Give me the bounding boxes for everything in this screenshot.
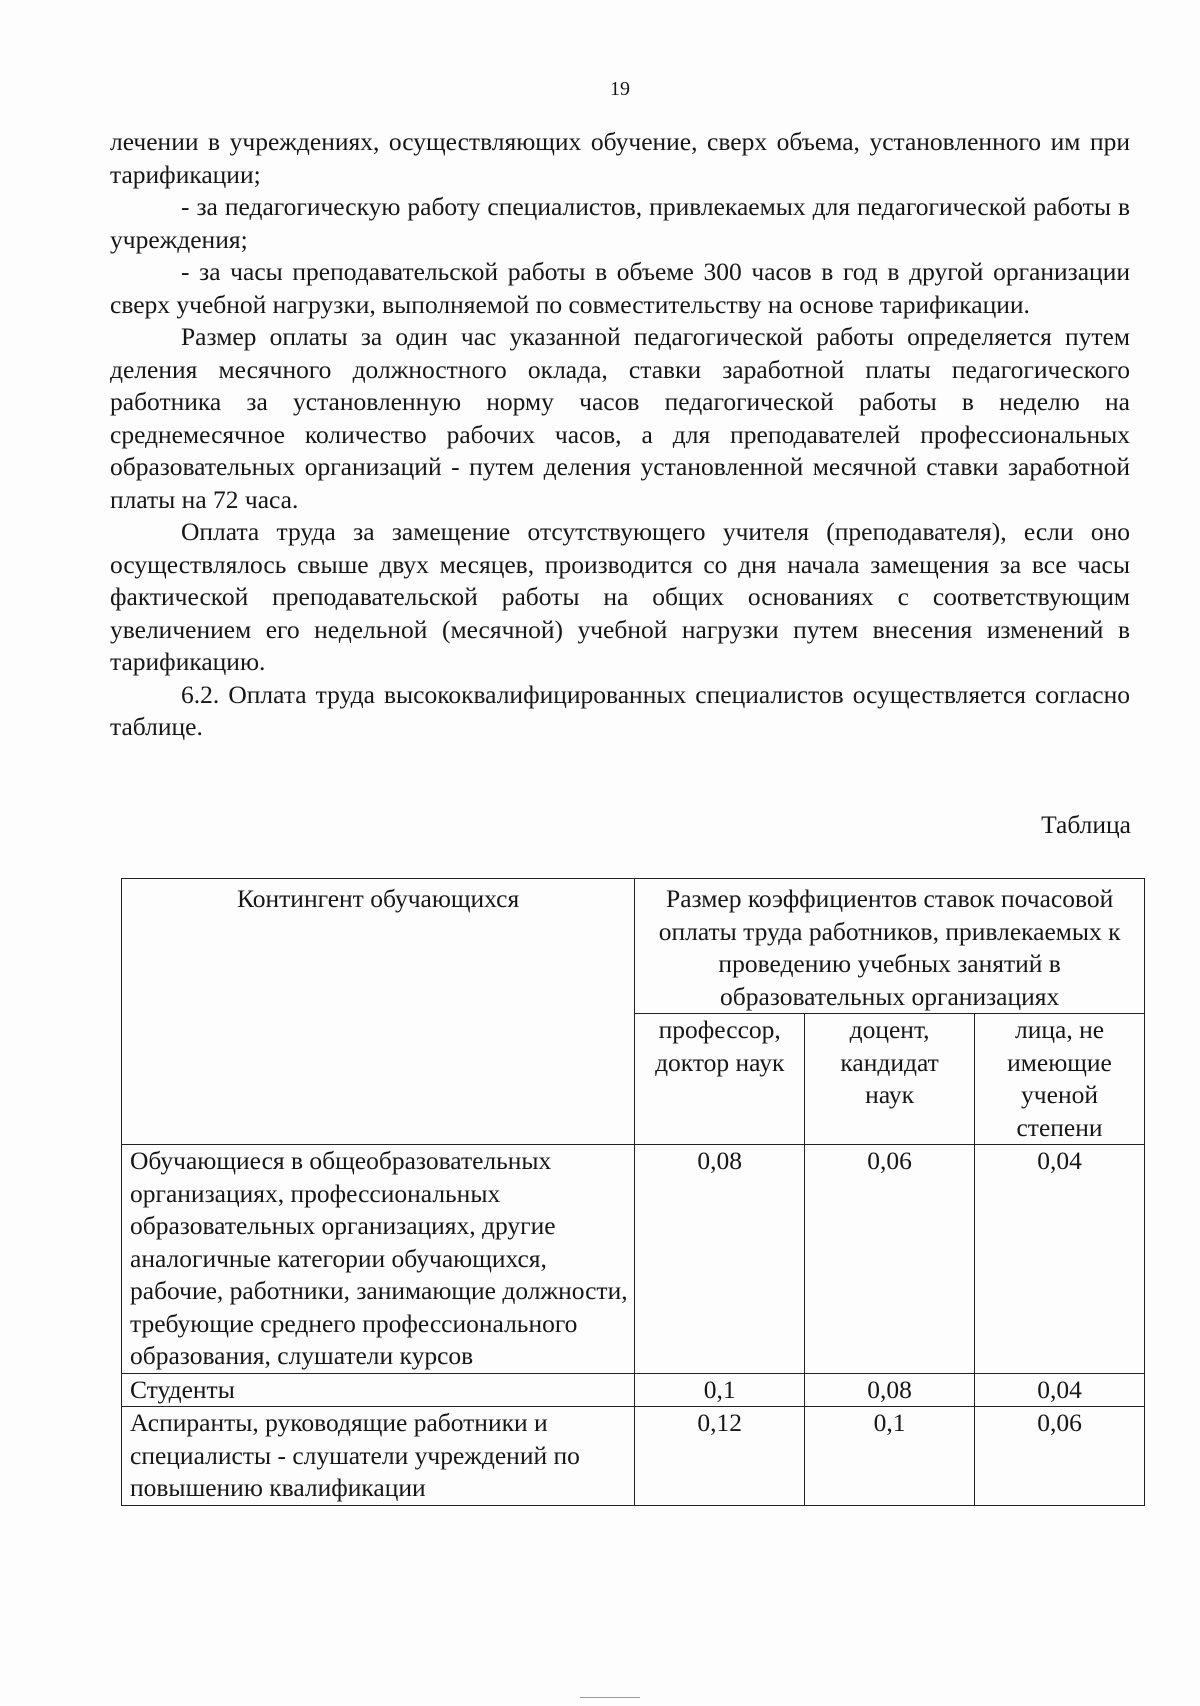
cell-value: 0,08 bbox=[805, 1373, 975, 1407]
row-label: Аспиранты, руководящие работники и специалисты - слушатели учреждений по повышению квалификации bbox=[122, 1407, 635, 1506]
row-label: Студенты bbox=[122, 1373, 635, 1407]
table-row bbox=[122, 1373, 1145, 1407]
scan-edge-mark bbox=[580, 1697, 640, 1698]
cell-value: 0,1 bbox=[805, 1407, 975, 1506]
cell-value: 0,04 bbox=[975, 1145, 1145, 1374]
paragraph: - за часы преподавательской работы в объеме 300 часов в год в другой организации сверх учебной нагрузки, выполняемой по совместительству на основе тарификации. bbox=[110, 257, 1130, 319]
paragraph: Размер оплаты за один час указанной педагогической работы определяется путем деления месячного должностного оклада, ставки заработной платы педагогического работника за установленную норму часов педагогической работы в неделю на среднемесячное количество рабочих часов, а для преподавателей профессиональных образовательных организаций - путем деления установленной месячной ставки заработной платы на 72 часа. bbox=[110, 322, 1130, 514]
paragraph: 6.2. Оплата труда высококвалифицированных специалистов осуществляется согласно таблице. bbox=[110, 679, 1130, 741]
coefficients-table bbox=[121, 878, 1145, 1506]
subheader-no-degree: лица, не имеющие ученой степени bbox=[975, 1014, 1145, 1145]
paragraph: Оплата труда за замещение отсутствующего учителя (преподавателя), если оно осуществлялось свыше двух месяцев, производится со дня начала замещения за все часы фактической преподавательской работы на общих основаниях с соответствующим увеличением его недельной (месячной) учебной нагрузки путем внесения изменений в тарификацию. bbox=[110, 517, 1130, 676]
table-row bbox=[122, 1145, 1145, 1374]
page-number: 19 bbox=[610, 78, 630, 100]
cell-value: 0,12 bbox=[635, 1407, 805, 1506]
paragraph: - за педагогическую работу специалистов, привлекаемых для педагогической работы в учреждения; bbox=[110, 192, 1130, 254]
cell-value: 0,04 bbox=[975, 1373, 1145, 1407]
paragraph: лечении в учреждениях, осуществляющих обучение, сверх объема, установленного им при тарификации; bbox=[110, 127, 1130, 189]
header-coefficients: Размер коэффициентов ставок почасовой оплаты труда работников, привлекаемых к проведению учебных занятий в образовательных организациях bbox=[635, 879, 1145, 1014]
cell-value: 0,06 bbox=[805, 1145, 975, 1374]
subheader-docent: доцент, кандидат наук bbox=[805, 1014, 975, 1145]
table-row bbox=[122, 1407, 1145, 1506]
table-caption: Таблица bbox=[1041, 810, 1131, 839]
row-label: Обучающиеся в общеобразовательных организациях, профессиональных образовательных организациях, другие аналогичные категории обучающихся, рабочие, работники, занимающие должности, требующие среднего профессионального образования, слушатели курсов bbox=[122, 1145, 635, 1374]
body-text bbox=[110, 126, 1130, 744]
header-contingent: Контингент обучающихся bbox=[122, 879, 635, 1145]
table-header-row bbox=[122, 879, 1145, 1014]
subheader-professor: профессор, доктор наук bbox=[635, 1014, 805, 1145]
cell-value: 0,1 bbox=[635, 1373, 805, 1407]
cell-value: 0,06 bbox=[975, 1407, 1145, 1506]
cell-value: 0,08 bbox=[635, 1145, 805, 1374]
